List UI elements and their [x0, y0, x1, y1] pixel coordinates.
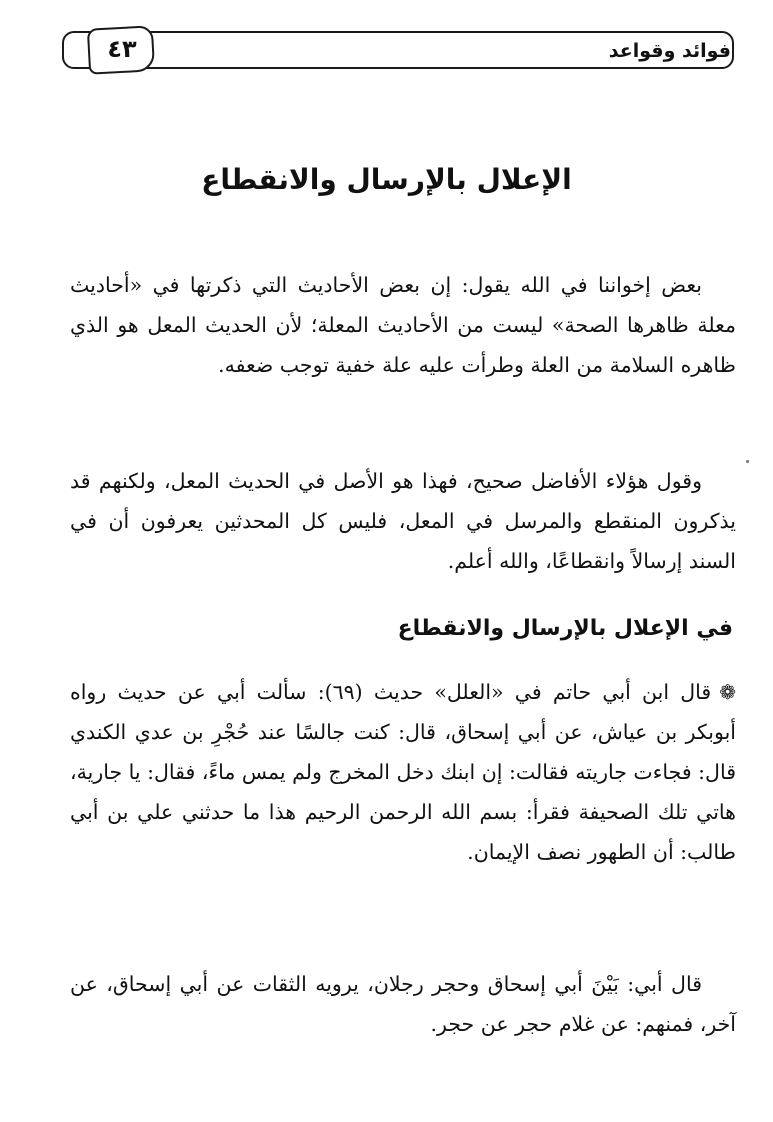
running-header-title: فوائد وقواعد — [608, 40, 731, 62]
comment-paragraph — [70, 964, 736, 1044]
paragraph-response — [70, 461, 736, 581]
chapter-title: الإعلال بالإرسال والانقطاع — [201, 163, 572, 196]
hadith-text: قال ابن أبي حاتم في «العلل» حديث (٦٩): سألت أبي عن حديث رواه أبوبكر بن عياش، عن أبي إسحاق، قال: كنت جالسًا عند حُجْرِ بن عدي الكندي قال: فجاءت جاريته فقالت: إن ابنك دخل المخرج ولم يمس ماءً، فقال: يا جارية، هاتي تلك الصحيفة فقرأ: بسم الله الرحمن الرحيم هذا ما حدثني علي بن أبي طالب: أن الطهور نصف الإيمان. — [70, 680, 736, 864]
page-number: ٤٣ — [107, 35, 137, 63]
paragraph-intro — [70, 265, 736, 385]
hadith-paragraph — [70, 672, 736, 872]
paragraph-response-text: وقول هؤلاء الأفاضل صحيح، فهذا هو الأصل في الحديث المعل، ولكنهم قد يذكرون المنقطع والمرسل في المعل، فليس كل المحدثين يعرفون أن في السند إرسالاً وانقطاعًا، والله أعلم. — [70, 469, 736, 573]
flower-ornament-icon: ❁ — [719, 680, 736, 704]
scan-speck — [746, 460, 749, 463]
paragraph-intro-text: بعض إخواننا في الله يقول: إن بعض الأحاديث التي ذكرتها في «أحاديث معلة ظاهرها الصحة» ليست من الأحاديث المعلة؛ لأن الحديث المعل هو الذي ظاهره السلامة من العلة وطرأت عليه علة خفية توجب ضعفه. — [70, 273, 736, 377]
comment-text: قال أبي: بَيْنَ أبي إسحاق وحجر رجلان، يرويه الثقات عن أبي إسحاق، عن آخر، فمنهم: عن غلام حجر عن حجر. — [70, 972, 736, 1036]
section-heading: في الإعلال بالإرسال والانقطاع — [397, 616, 733, 641]
